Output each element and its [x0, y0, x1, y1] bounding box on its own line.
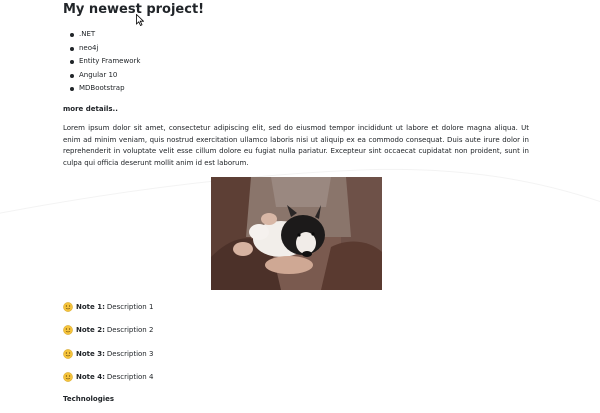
note-text: Description 3: [106, 350, 154, 358]
note-label: Note 4:: [76, 373, 105, 381]
note-label: Note 2:: [76, 326, 105, 334]
puppy-photo: [211, 177, 382, 290]
more-details-link[interactable]: more details..: [63, 105, 118, 113]
note-label: Note 1:: [76, 303, 105, 311]
mouse-cursor-icon: [136, 14, 144, 26]
smiley-emoji-icon: [63, 349, 73, 359]
list-item: Angular 10: [70, 69, 140, 83]
note-item: [63, 371, 153, 383]
list-item: .NET: [70, 28, 140, 42]
note-text: Description 4: [106, 373, 154, 381]
note-text: Description 2: [106, 326, 154, 334]
list-item: neo4j: [70, 42, 140, 56]
smiley-emoji-icon: [63, 325, 73, 335]
list-item: Entity Framework: [70, 55, 140, 69]
note-item: [63, 348, 153, 360]
technology-list: [70, 28, 140, 96]
smiley-emoji-icon: [63, 302, 73, 312]
list-item: MDBootstrap: [70, 82, 140, 96]
page-title: My newest project!: [63, 2, 205, 17]
technologies-heading: Technologies: [63, 395, 115, 403]
note-item: [63, 301, 153, 313]
project-description: Lorem ipsum dolor sit amet, consectetur adipiscing elit, sed do eiusmod tempor incididunt ut labore et dolore magna aliqua. Ut enim ad minim veniam, quis nostrud exercitation ullamco laboris nisi ut aliquip ex ea commodo consequat. Duis aute irure dolor in reprehenderit in voluptate velit esse cillum dolore eu fugiat nulla pariatur. Excepteur sint occaecat cupidatat non proident, sunt in culpa qui officia deserunt mollit anim id est laborum.: [63, 124, 529, 167]
smiley-emoji-icon: [63, 372, 73, 382]
note-text: Description 1: [106, 303, 154, 311]
note-item: [63, 324, 153, 336]
note-label: Note 3:: [76, 350, 105, 358]
